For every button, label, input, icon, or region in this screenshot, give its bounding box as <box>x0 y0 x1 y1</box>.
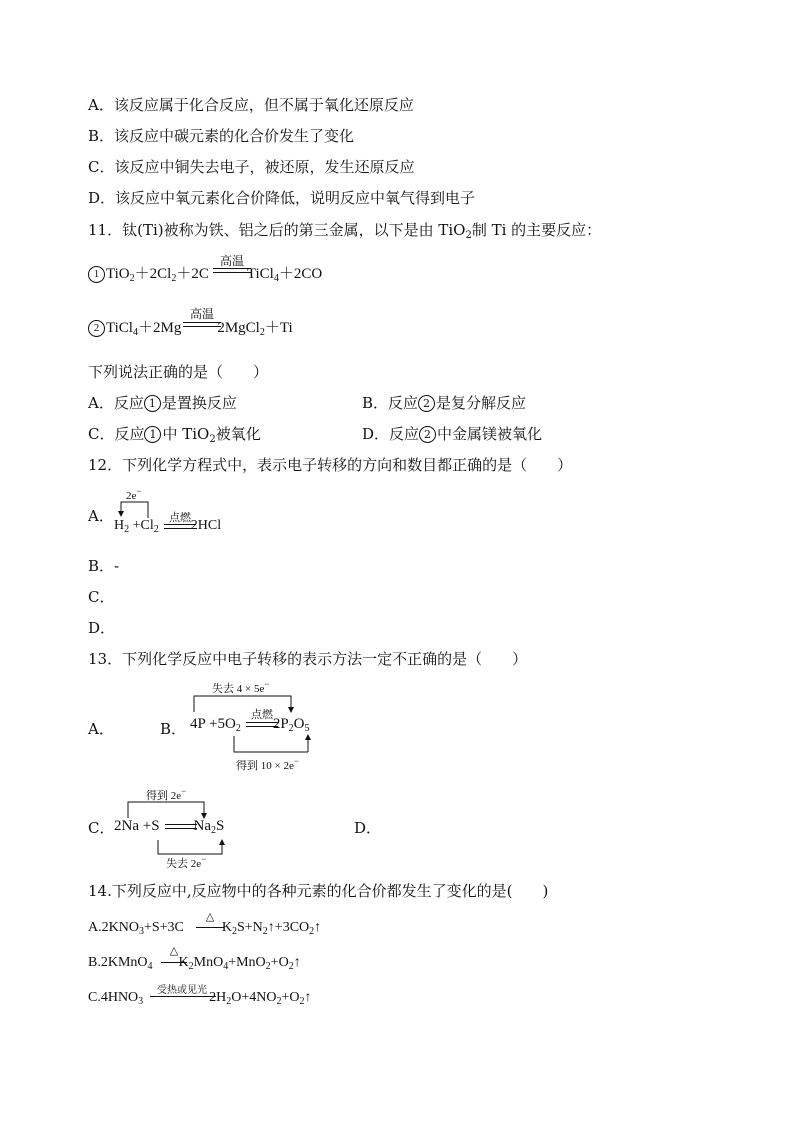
circled-number-2: 2 <box>88 320 105 337</box>
circled-number-1: 1 <box>88 266 105 283</box>
q12-a-equation: $H_2 +Cl_2$ 2HCl <box>114 518 222 535</box>
q14-c-condition: 受热或见光 <box>157 985 207 996</box>
q13-option-b-label: B． <box>160 720 187 738</box>
q12-option-c: C． <box>88 588 115 606</box>
q11-option-a: A．反应 1 是置换反应 <box>88 394 237 412</box>
q13-stem: 13．下列化学反应中电子转移的表示方法一定不正确的是（ ） <box>88 650 528 668</box>
q11-r1-equals <box>213 268 251 273</box>
q11-r2-equals <box>183 322 221 327</box>
q11-stem: 11．钛(Ti)被称为铁、铝之后的第三金属，以下是由 TiO$_2$制 Ti 的主要反应： <box>88 221 602 241</box>
q14-option-b: B.2KMnO$_4$ $K_2MnO_4+MnO_2+O_2↑$ <box>88 955 301 972</box>
q11-question: 下列说法正确的是（ ） <box>88 363 269 381</box>
q13-c-equals <box>165 824 197 829</box>
q11-reaction-1: 1 $TiO_2+2Cl_2+2C$ TiCl$_4$＋2CO <box>88 262 322 284</box>
q13-b-gain-label: 得到 10 × 2e− <box>236 756 299 772</box>
q13-b-gain-arrowhead <box>300 734 320 756</box>
q10-option-d: D．该反应中氧元素化合价降低，说明反应中氧气得到电子 <box>88 189 476 207</box>
q13-c-gain-label: 得到 2e− <box>146 786 187 802</box>
q12-a-electron-label: 2e− <box>126 486 142 502</box>
q13-c-equation: 2Na +S $Na_2S$ <box>114 818 225 836</box>
q12-stem: 12．下列化学方程式中，表示电子转移的方向和数目都正确的是（ ） <box>88 456 573 474</box>
q14-option-c: $C.4HNO_3$ $2H_2O+4NO_2+O_2↑$ <box>88 990 312 1007</box>
q14-a-condition: △ <box>205 910 215 923</box>
q13-option-d: D． <box>354 819 382 837</box>
q12-option-d: D． <box>88 619 116 637</box>
q14-a-line <box>196 927 224 928</box>
q13-c-lose-label: 失去 2e− <box>166 854 207 870</box>
q14-option-a: $A.2KNO_3+S+3C$ $K_2S+N_2↑+3CO_2↑$ <box>88 920 322 937</box>
q11-reaction-2: 2 TiCl$_4$＋2Mg 2MgCl$_2$＋Ti <box>88 316 293 338</box>
q12-option-b: B．- <box>88 557 120 575</box>
q13-b-equation: $4P +5O_2$ $2P_2O_5$ <box>190 716 310 734</box>
q14-c-line <box>150 996 216 997</box>
q11-r1-condition: 高温 <box>219 254 244 268</box>
q10-option-a: A．该反应属于化合反应，但不属于氧化还原反应 <box>88 96 414 114</box>
q14-b-line <box>161 962 187 963</box>
q12-a-condition: 点燃 <box>169 511 191 524</box>
q13-b-equals <box>246 722 278 727</box>
q11-option-c: C．反应 1 中 TiO$_2$被氧化 <box>88 425 261 445</box>
q13-option-c-label: C． <box>88 819 115 837</box>
q12-a-equals <box>164 524 196 529</box>
q11-option-d: D．反应 2 中金属镁被氧化 <box>362 425 543 443</box>
q14-stem: 14.下列反应中,反应物中的各种元素的化合价都发生了变化的是( ) <box>88 882 549 900</box>
q13-b-lose-label: 失去 4 × 5e− <box>212 679 270 695</box>
q12-option-a-label: A． <box>88 507 114 525</box>
q11-r2-condition: 高温 <box>189 307 214 321</box>
q13-b-condition: 点燃 <box>251 708 273 721</box>
q12-a-electron-arrow <box>112 498 162 520</box>
q10-option-c: C．该反应中铜失去电子，被还原，发生还原反应 <box>88 158 415 176</box>
q10-option-b: B．该反应中碳元素的化合价发生了变化 <box>88 127 355 145</box>
q13-option-a: A． <box>88 720 114 738</box>
q11-option-b: B．反应 2 是复分解反应 <box>362 394 527 412</box>
q14-b-condition: △ <box>169 944 179 957</box>
